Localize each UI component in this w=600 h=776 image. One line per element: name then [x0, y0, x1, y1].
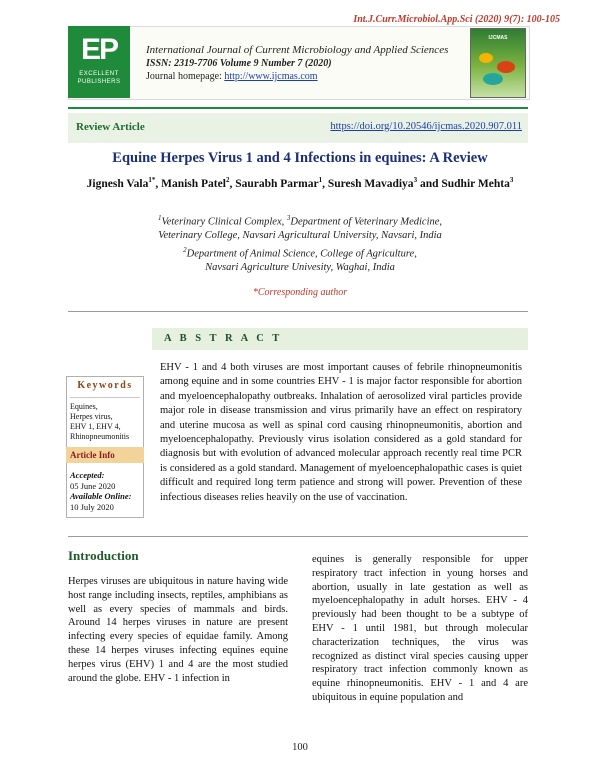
author-name: Saurabh Parmar — [235, 177, 319, 190]
keyword: Rhinopneumonitis — [70, 432, 130, 441]
author-affiliation-mark: 2 — [225, 176, 230, 184]
cover-art — [483, 73, 503, 85]
page-number: 100 — [292, 742, 308, 753]
divider — [68, 536, 528, 537]
accepted-label: Accepted: — [70, 470, 105, 480]
logo-letters: EP — [80, 33, 118, 66]
corresponding-author-note: *Corresponding author — [252, 287, 348, 298]
cover-art — [479, 53, 493, 63]
article-type: Review Article — [76, 121, 145, 133]
affiliation-line: Veterinary College, Navsari Agricultural University, Navsari, India — [158, 230, 442, 241]
issn-line: ISSN: 2319-7706 Volume 9 Number 7 (2020) — [146, 58, 332, 69]
author-name: Sudhir Mehta — [441, 177, 510, 190]
author-name: Suresh Mavadiya — [327, 177, 414, 190]
homepage-link[interactable]: http://www.ijcmas.com — [224, 71, 318, 82]
abstract-text: EHV - 1 and 4 both viruses are most important causes of febrile rhinopneumonitis among equine and in some countries EHV - 1 is major factor responsible for abortion and myeloencephalopathy outbreaks. Inhalation of aerosolized viral particles provide major role in disease transmission and virus primarily have an effect on respiratory and uterine mucosa as well as spinal cord causing rhinopneumonitis, abortion and myeloencephalopathy. Previously virus isolation considered as a gold standard for diagnosis but with evolution of advanced molecular approach recently real time PCR is considered as a gold standard. Management of myeloencephalopathic cases is quiet difficult and required long term patience and strong will power. Prevention of these infectious diseases relies heavily on the use of vaccination. — [160, 362, 522, 503]
header-rule — [68, 107, 528, 109]
author-affiliation-mark: 1 — [318, 176, 323, 184]
author-affiliation-mark: 1* — [148, 176, 156, 184]
affiliation-line: $^2$Department of Animal Science, College of Agriculture, — [183, 246, 417, 260]
author-affiliation-mark: 3 — [413, 176, 418, 184]
keyword: EHV 1, EHV 4, — [70, 422, 121, 431]
doi-link[interactable]: https://doi.org/10.20546/ijcmas.2020.907.011 — [330, 121, 522, 132]
author-affiliation-mark: 3 — [509, 176, 514, 184]
affiliation-line: Navsari Agriculture Univesity, Waghai, India — [205, 262, 395, 273]
body-right-column: equines is generally responsible for upper respiratory tract infection in young horses and abortion, usually in late gestation as well as myeloencephalopathy in adult horses. EHV - 4 previously had been thought to be a subtype of EHV - 1 until 1981, but through molecular characterization techniques, the virus was recognized as distinct viral species causing upper respiratory tract infection commonly known as equine rhinopneumonitis. EHV - 1 and 4 are ubiquitous in equine population and — [312, 554, 528, 703]
accepted-date: 05 June 2020 — [70, 480, 116, 491]
running-citation: Int.J.Curr.Microbiol.App.Sci (2020) 9(7): 100-105 — [353, 14, 560, 25]
affiliation-line: $^1$Veterinary Clinical Complex, $^3$Department of Veterinary Medicine, — [157, 214, 443, 228]
divider — [68, 311, 528, 312]
journal-name: International Journal of Current Microbiology and Applied Sciences — [146, 44, 449, 56]
journal-homepage — [146, 71, 318, 82]
keywords-heading: Keywords — [77, 380, 133, 391]
abstract-heading: A B S T R A C T — [164, 333, 283, 344]
cover-title: IJCMAS — [488, 35, 508, 41]
article-dates — [70, 470, 144, 512]
publisher-logo — [68, 26, 130, 98]
author-name: Jignesh Vala — [86, 177, 149, 190]
cover-art — [497, 61, 515, 73]
divider — [70, 397, 140, 398]
homepage-label: Journal homepage: — [146, 71, 225, 82]
online-date: 10 July 2020 — [70, 501, 114, 512]
online-label: Available Online: — [70, 491, 132, 501]
body-left-column: Herpes viruses are ubiquitous in nature having wide host range including insects, reptiles, amphibians as well as every species of mammals and birds. Around 14 herpes viruses in nature are present infecting every species of equidae family. Among these 14 herpes viruses infecting equines equine herpes virus (EHV) 1 and 4 are the most studied around the globe. EHV - 1 infection in — [68, 576, 288, 684]
logo-tagline: EXCELLENT PUBLISHERS — [77, 71, 121, 85]
keywords-list — [70, 402, 144, 442]
keyword: Herpes virus, — [70, 412, 113, 421]
journal-cover-image — [470, 28, 526, 98]
introduction-heading: Introduction — [68, 548, 139, 563]
author-name: Manish Patel — [161, 177, 226, 190]
article-info-heading: Article Info — [70, 450, 115, 460]
keyword: Equines, — [70, 402, 98, 411]
article-title: Equine Herpes Virus 1 and 4 Infections in equines: A Review — [112, 150, 488, 166]
author-list: Jignesh Vala$^{1*}$, Manish Patel$^2$, Saurabh Parmar$^1$, Suresh Mavadiya$^3$ and Sudhir Mehta$^3$ — [86, 176, 514, 190]
